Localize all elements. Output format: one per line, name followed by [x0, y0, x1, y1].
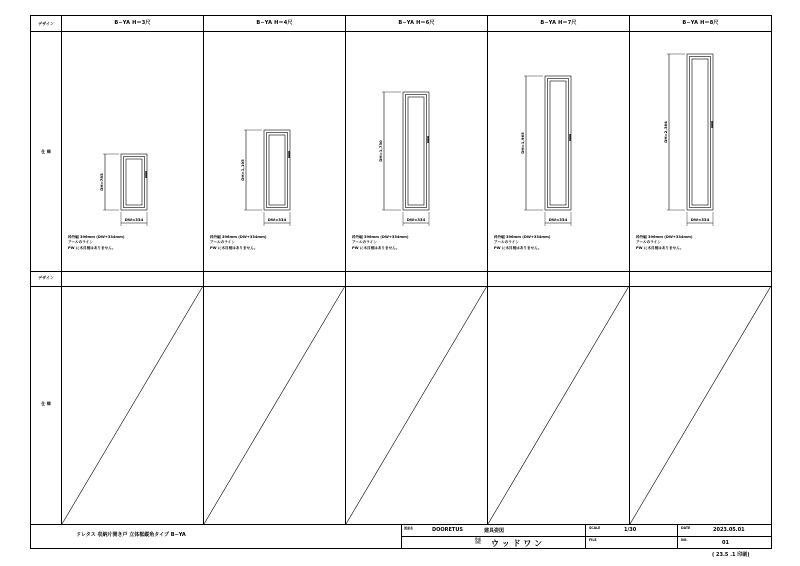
note-line: アールのライン	[210, 240, 235, 245]
door-elevation-h6	[382, 92, 429, 226]
number-value: 01	[722, 540, 729, 546]
product-name: ドレタス 収納片開き戸 立体框縦角タイプ B−YA	[76, 532, 186, 538]
column-header: B−YA H＝7尺	[540, 20, 577, 26]
title-block-divider-h	[401, 536, 771, 537]
door-height-label: DH=1,965	[520, 132, 525, 154]
door-width-label: DW=334	[406, 217, 426, 222]
door-width-label: DW=334	[548, 217, 568, 222]
door-width-label: DW=334	[124, 217, 144, 222]
note-line: アールのライン	[68, 240, 93, 245]
diagonal-line	[204, 286, 345, 524]
print-date-note: ( 23.5 .1 印刷)	[712, 552, 750, 558]
door-drawings	[31, 16, 771, 271]
file-label: FILE	[589, 538, 597, 542]
note-line: アールのライン	[352, 240, 377, 245]
door-height-label: DH=1,105	[240, 159, 245, 181]
note-line: アールのライン	[636, 240, 661, 245]
door-elevation-h7	[524, 76, 571, 226]
note-line: 枠外幅 396mm (DW+334mm)	[494, 235, 551, 239]
column-header: B−YA H＝6尺	[398, 20, 435, 26]
name-label: 図面名	[404, 526, 414, 530]
spec-row-label: 仕 様	[41, 149, 51, 154]
title-block-divider-v	[677, 524, 678, 549]
drawing-type: 建具姿図	[484, 528, 505, 534]
date-value: 2023.05.01	[713, 527, 745, 533]
spec-notes	[494, 235, 551, 251]
door-height-label: DH=785	[99, 173, 104, 191]
spec-notes	[68, 235, 125, 251]
spec-notes	[352, 235, 409, 251]
spec-notes	[210, 235, 267, 251]
diagonal-line	[62, 286, 203, 524]
number-label: NO.	[681, 538, 688, 542]
note-line: PW に木目柄はありません。	[68, 245, 116, 250]
diagonal-line	[346, 286, 487, 524]
door-elevation-h4	[244, 130, 290, 226]
note-line: 枠外幅 396mm (DW+334mm)	[636, 235, 693, 239]
date-label: DATE	[681, 526, 691, 530]
design-row-label: デザイン	[38, 21, 54, 26]
note-line: PW に木目柄はありません。	[210, 245, 258, 250]
design-row-label: デザイン	[38, 275, 54, 280]
door-width-label: DW=334	[690, 217, 710, 222]
drawing-name: DOORETUS	[432, 527, 463, 533]
door-height-label: DH=1,730	[378, 140, 383, 162]
note-line: PW に木目柄はありません。	[494, 245, 542, 250]
door-elevation-h3	[103, 154, 147, 226]
diagonal-line	[488, 286, 629, 524]
drawing-sheet	[30, 15, 772, 549]
door-width-label: DW=334	[267, 217, 287, 222]
spec-notes	[636, 235, 693, 251]
column-header: B−YA H＝3尺	[114, 20, 151, 26]
column-header: B−YA H＝4尺	[256, 20, 293, 26]
note-line: PW に木目柄はありません。	[352, 245, 400, 250]
scale-label: SCALE	[589, 526, 601, 530]
note-line: 枠外幅 396mm (DW+334mm)	[210, 235, 267, 239]
section-divider	[31, 271, 771, 272]
diagonal-line	[630, 286, 771, 524]
empty-cell-diagonals	[31, 286, 771, 524]
maker-name: ウ ッ ド ワ ン	[491, 539, 543, 548]
spec-row-label: 仕 様	[41, 401, 51, 406]
column-header: B−YA H＝8尺	[682, 20, 719, 26]
door-elevation-h8	[667, 54, 713, 226]
note-line: 枠外幅 396mm (DW+334mm)	[68, 235, 125, 239]
door-height-label: DH=2,364	[663, 121, 668, 143]
note-line: アールのライン	[494, 240, 519, 245]
scale-value: 1/30	[624, 527, 637, 533]
maker-label: 作成 会社	[475, 537, 482, 545]
title-block-divider-v	[585, 524, 586, 549]
note-line: PW に木目柄はありません。	[636, 245, 684, 250]
note-line: 枠外幅 396mm (DW+334mm)	[352, 235, 409, 239]
